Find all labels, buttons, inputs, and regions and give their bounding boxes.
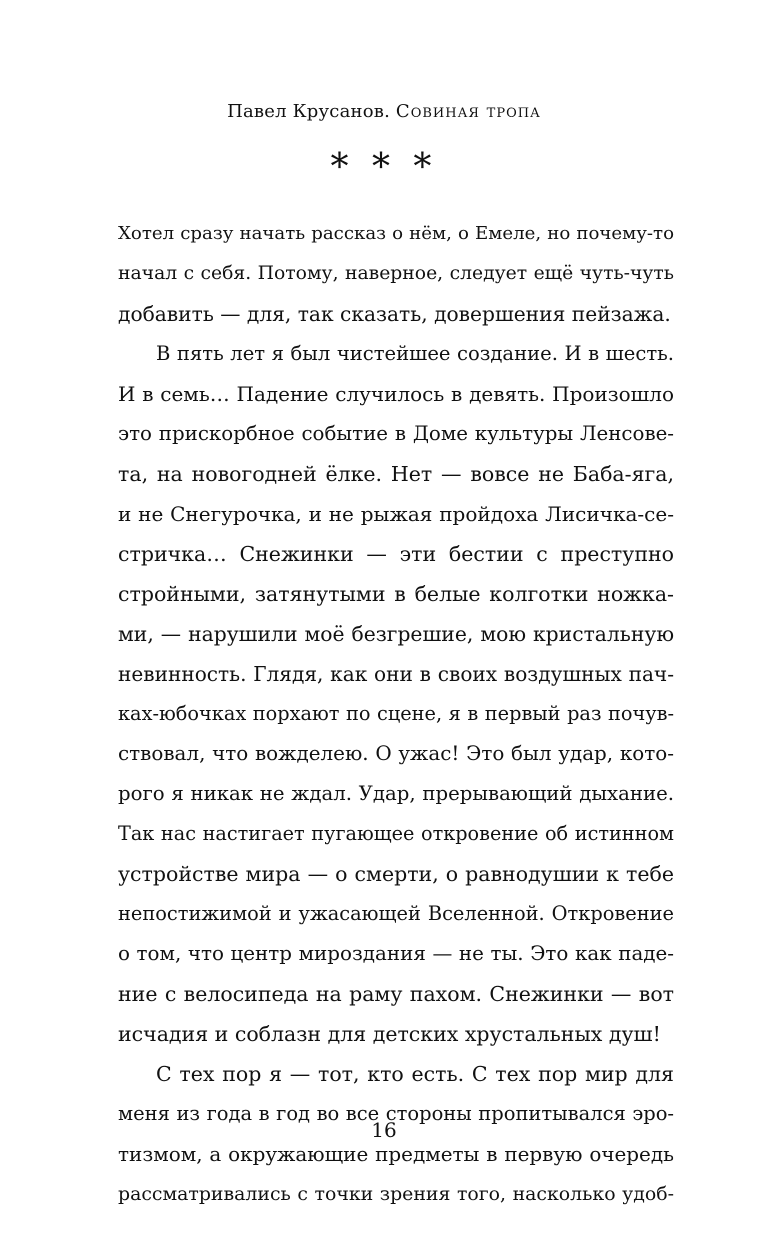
running-head-title: Совиная тропа	[395, 101, 541, 122]
text-line: о том, что центр мироздания — не ты. Это как паде-	[118, 942, 674, 965]
text-line: начал с себя. Потому, наверное, следует ещё чуть-чуть	[118, 263, 674, 284]
text-line: Хотел сразу начать рассказ о нём, о Емеле, но почему-то	[118, 223, 674, 244]
text-line: ках-юбочках порхают по сцене, я в первый раз почув-	[118, 702, 674, 725]
text-line: стричка… Снежинки — эти бестии с преступно	[118, 542, 674, 566]
text-line: ние с велосипеда на раму пахом. Снежинки — вот	[118, 982, 674, 1006]
text-line: С тех пор я — тот, кто есть. С тех пор мир для	[156, 1062, 674, 1086]
text-line: рассматривались с точки зрения того, насколько удоб-	[118, 1183, 674, 1205]
text-line: В пять лет я был чистейшее создание. И в шесть.	[156, 342, 674, 365]
text-line: меня из года в год во все стороны пропитывался эро-	[118, 1102, 674, 1125]
text-line: ствовал, что вожделею. О ужас! Это был удар, кото-	[118, 742, 674, 765]
text-line: и не Снегурочка, и не рыжая пройдоха Лисичка-се-	[118, 502, 674, 526]
text-line: та, на новогодней ёлке. Нет — вовсе не Баба-яга,	[118, 462, 674, 486]
text-line: это прискорбное событие в Доме культуры Ленсове-	[118, 422, 674, 445]
section-asterism: * * *	[330, 147, 438, 188]
running-head	[0, 100, 768, 124]
text-line: ми, — нарушили моё безгрешие, мою кристальную	[118, 622, 674, 646]
running-head-author: Павел Крусанов.	[227, 101, 390, 122]
page-number: 16	[371, 1118, 397, 1142]
text-line: рого я никак не ждал. Удар, прерывающий дыхание.	[118, 782, 674, 805]
text-line: невинность. Глядя, как они в своих воздушных пач-	[118, 662, 674, 686]
text-line: Так нас настигает пугающее откровение об истинном	[118, 822, 674, 845]
text-line: устройстве мира — о смерти, о равнодушии к тебе	[118, 862, 674, 886]
text-line: тизмом, а окружающие предметы в первую очередь	[118, 1142, 674, 1166]
text-line: добавить — для, так сказать, довершения пейзажа.	[118, 302, 671, 326]
text-line: непостижимой и ужасающей Вселенной. Откровение	[118, 902, 674, 925]
text-line: стройными, затянутыми в белые колготки ножка-	[118, 582, 674, 606]
text-line: исчадия и соблазн для детских хрустальных душ!	[118, 1022, 661, 1046]
body-text	[118, 214, 674, 1214]
text-line: И в семь… Падение случилось в девять. Произошло	[118, 382, 674, 406]
